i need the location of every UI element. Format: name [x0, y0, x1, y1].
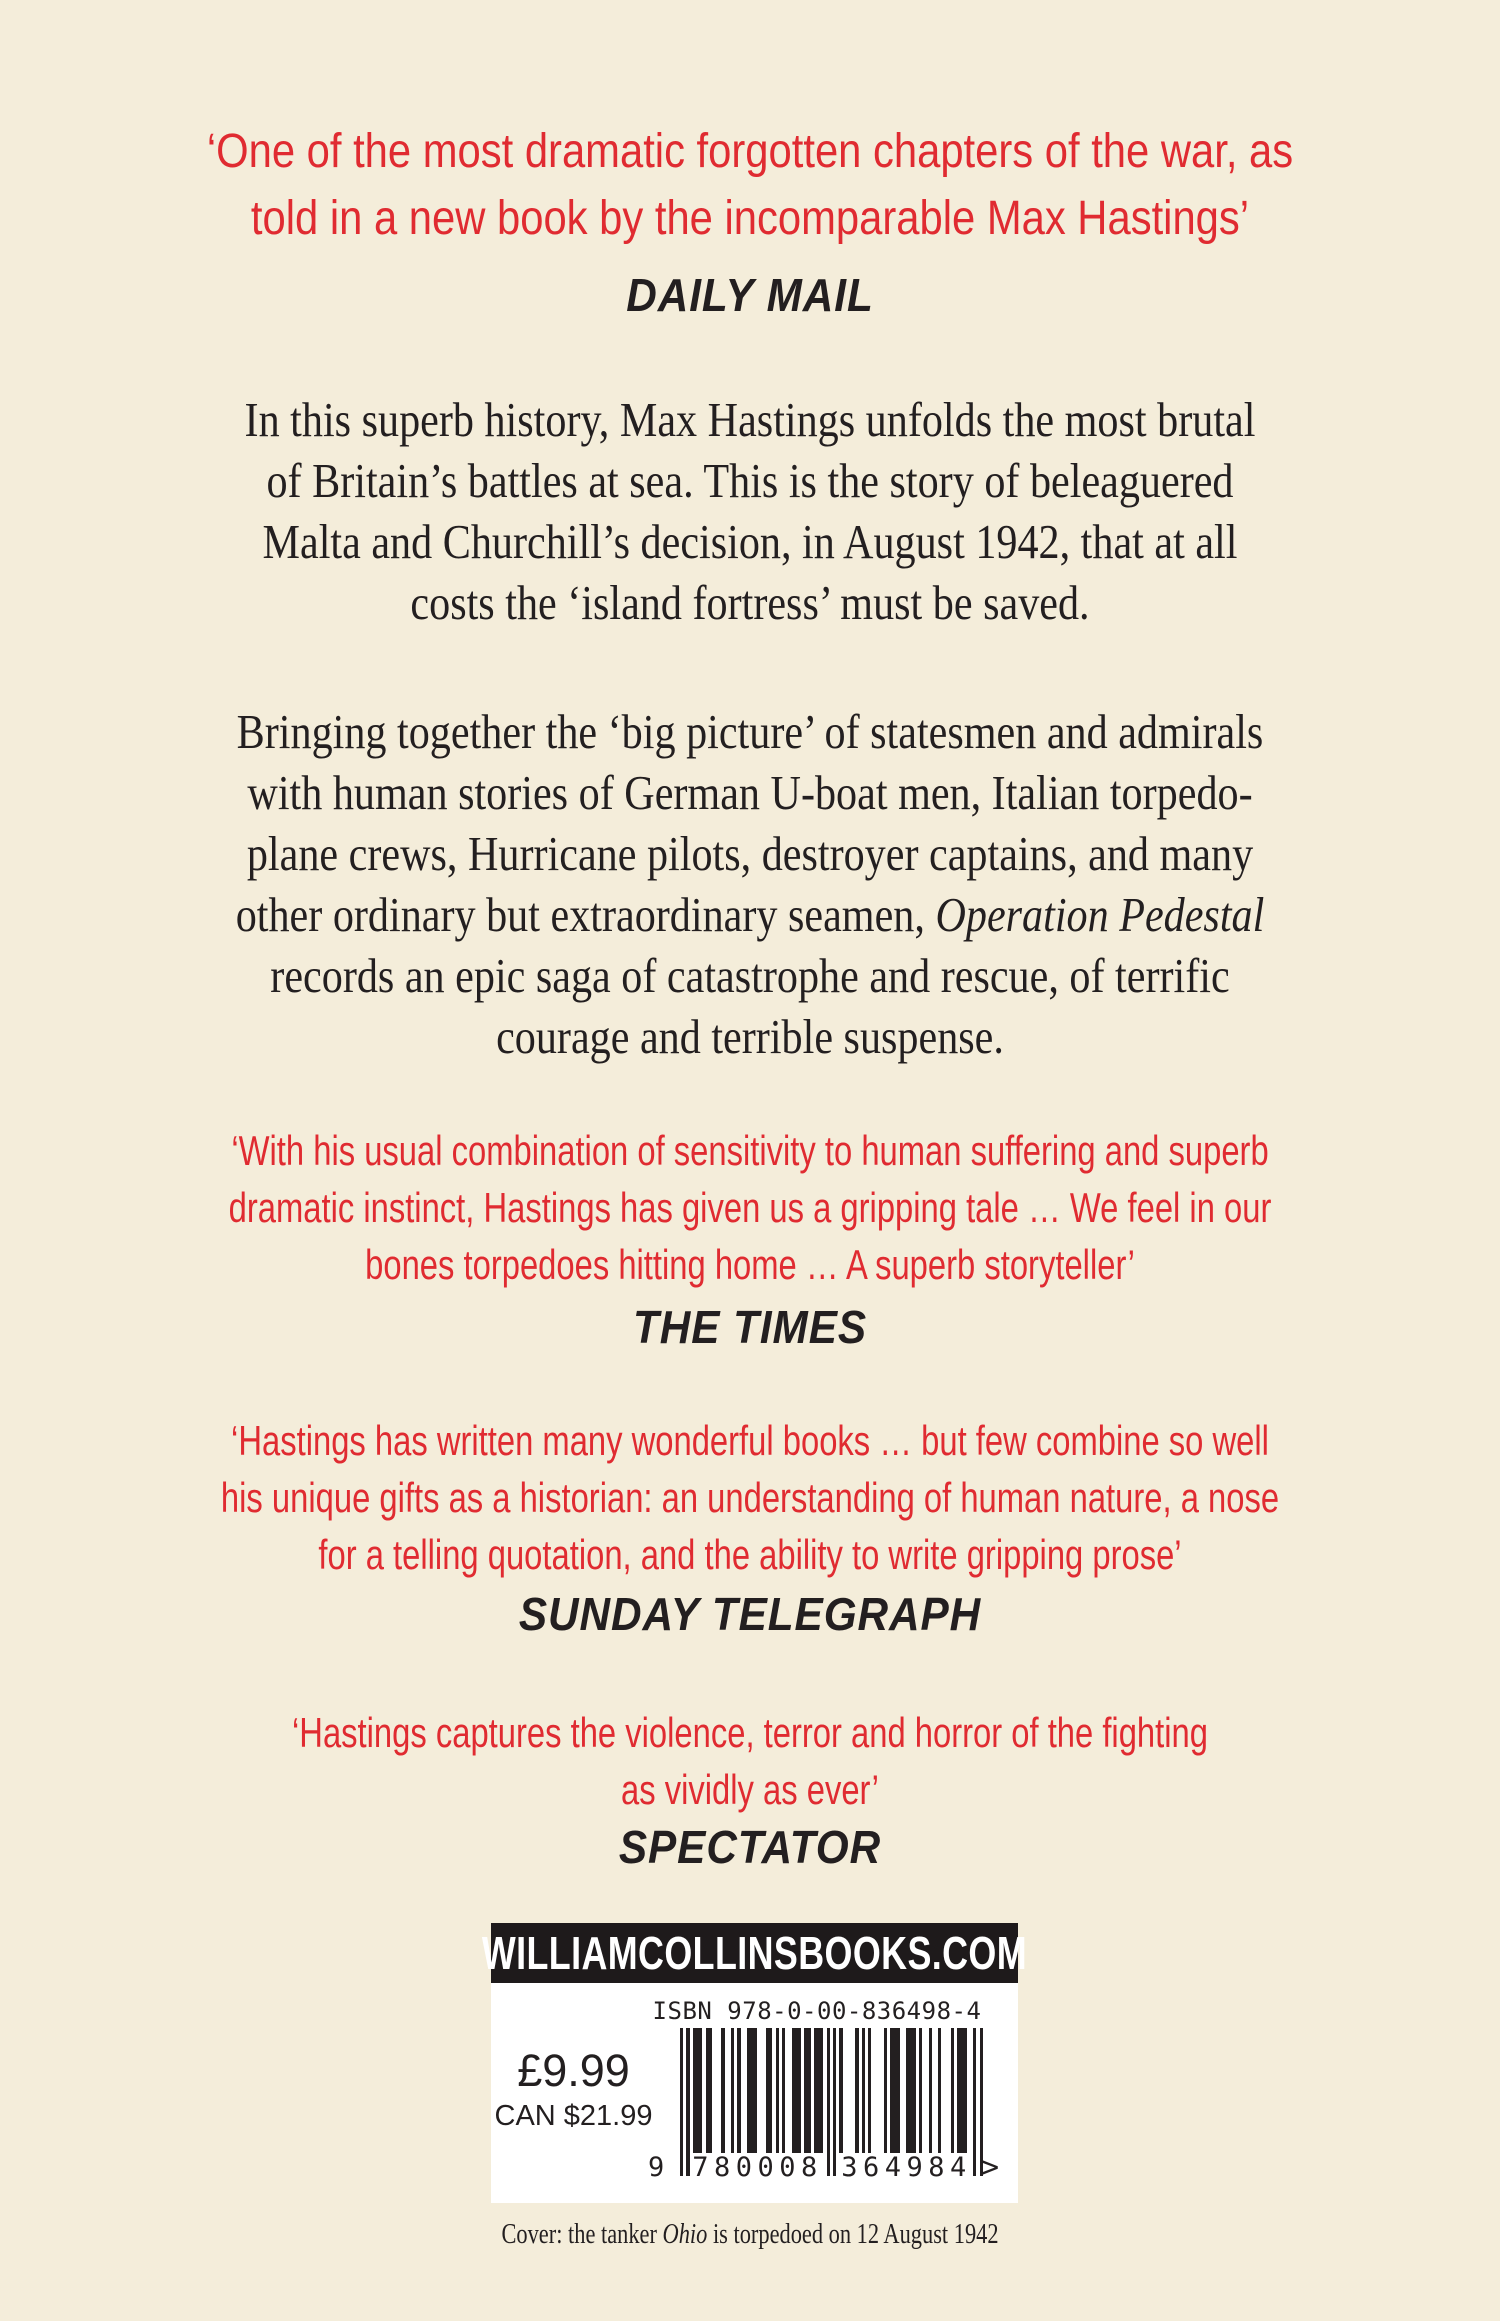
- barcode-arrow-icon: >: [981, 2150, 1000, 2185]
- barcode: [648, 2028, 1000, 2185]
- quote-line: for a telling quotation, and the ability to write gripping prose’: [318, 1531, 1182, 1578]
- synopsis-line: records an epic saga of catastrophe and rescue, of terrific: [270, 948, 1230, 1003]
- synopsis-line: other ordinary but extraordinary seamen, Operation Pedestal: [235, 887, 1265, 942]
- cover-photo-caption: Cover: the tanker Ohio is torpedoed on 12 August 1942: [501, 2219, 999, 2250]
- review-source-the-times: THE TIMES: [633, 1301, 867, 1353]
- synopsis-paragraph-2: [105, 701, 1395, 1067]
- review-source-sunday-telegraph: SUNDAY TELEGRAPH: [518, 1588, 982, 1640]
- barcode-panel: [491, 1983, 1018, 2203]
- review-quote-spectator: [165, 1704, 1335, 1818]
- quote-line: ‘One of the most dramatic forgotten chapters of the war, as: [206, 125, 1294, 178]
- quote-line: ‘Hastings has written many wonderful books … but few combine so well: [231, 1417, 1269, 1464]
- synopsis-line: of Britain’s battles at sea. This is the story of beleaguered: [266, 453, 1234, 508]
- price-can: CAN $21.99: [494, 2100, 653, 2132]
- synopsis-line: with human stories of German U-boat men, Italian torpedo-: [247, 765, 1253, 820]
- quote-line: ‘With his usual combination of sensitivity to human suffering and superb: [231, 1127, 1269, 1174]
- price-gbp: £9.99: [517, 2045, 630, 2096]
- review-quote-sunday-telegraph: [165, 1412, 1335, 1583]
- review-source-daily-mail: DAILY MAIL: [626, 269, 874, 321]
- ship-name-italic: Ohio: [662, 2219, 708, 2250]
- barcode-right-digits: 364984: [841, 2152, 972, 2183]
- synopsis-line: Malta and Churchill’s decision, in August 1942, that at all: [262, 514, 1238, 569]
- quote-line: as vividly as ever’: [621, 1766, 879, 1813]
- isbn-label: ISBN 978-0-00-836498-4: [652, 1997, 982, 2025]
- review-quote-the-times: [165, 1122, 1335, 1293]
- quote-line: told in a new book by the incomparable Max Hastings’: [250, 192, 1250, 245]
- publisher-website-bar: [481, 1923, 1028, 1983]
- synopsis-paragraph-1: [105, 389, 1395, 633]
- review-source-spectator: SPECTATOR: [618, 1821, 882, 1873]
- quote-line: ‘Hastings captures the violence, terror and horror of the fighting: [292, 1709, 1208, 1756]
- book-title-italic: Operation Pedestal: [935, 887, 1265, 942]
- quote-line: bones torpedoes hitting home … A superb storyteller’: [365, 1241, 1135, 1288]
- barcode-lead-digit: 9: [648, 2152, 665, 2183]
- synopsis-line: Bringing together the ‘big picture’ of statesmen and admirals: [236, 704, 1264, 759]
- publisher-website-text: WILLIAMCOLLINSBOOKS.COM: [481, 1927, 1028, 1979]
- barcode-left-digits: 780008: [692, 2152, 823, 2183]
- quote-line: dramatic instinct, Hastings has given us a gripping tale … We feel in our: [228, 1184, 1272, 1231]
- synopsis-line: In this superb history, Max Hastings unfolds the most brutal: [244, 392, 1256, 447]
- review-quote-daily-mail: [98, 118, 1403, 252]
- synopsis-line: plane crews, Hurricane pilots, destroyer captains, and many: [246, 826, 1254, 881]
- quote-line: his unique gifts as a historian: an understanding of human nature, a nose: [220, 1474, 1280, 1521]
- synopsis-line: courage and terrible suspense.: [496, 1009, 1004, 1064]
- synopsis-line: costs the ‘island fortress’ must be saved.: [410, 575, 1090, 630]
